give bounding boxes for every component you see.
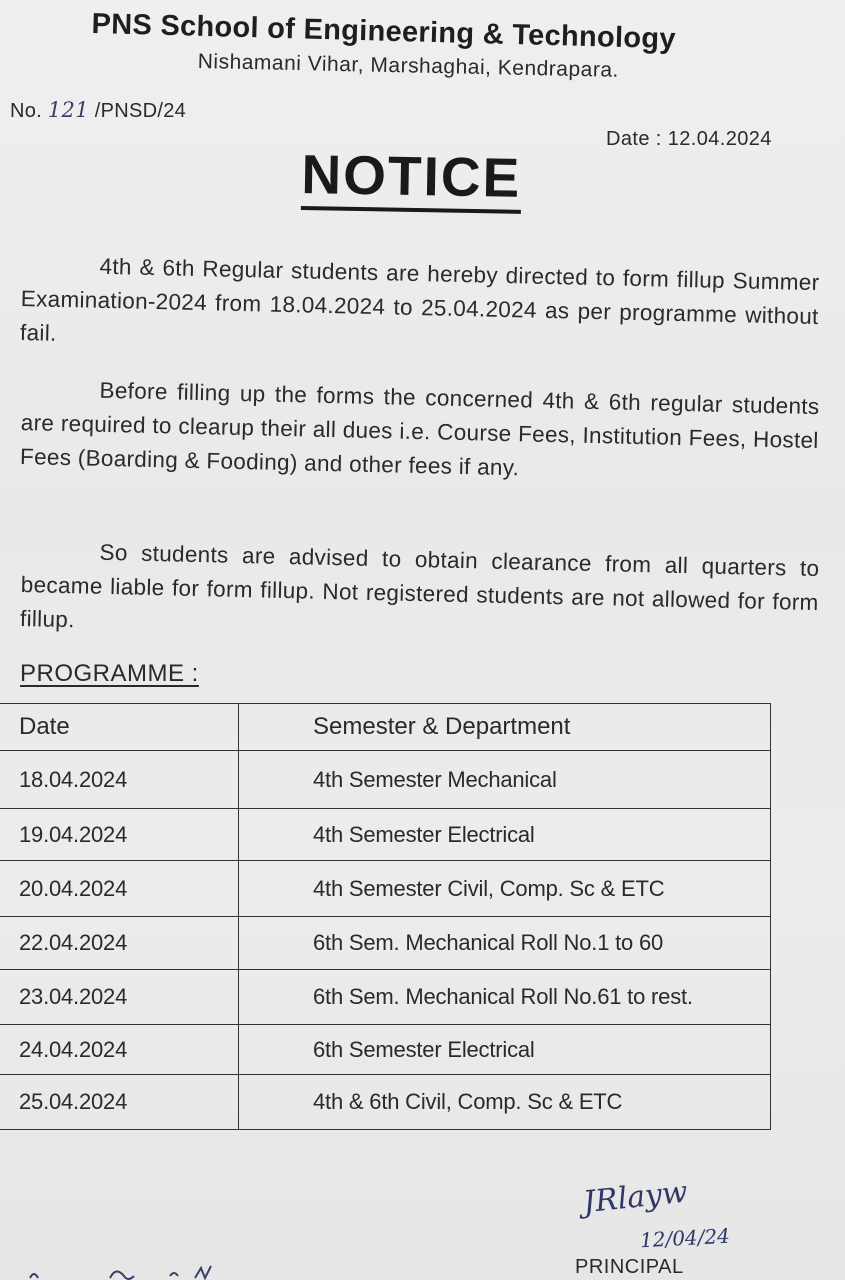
- school-name: PNS School of Engineering & Technology: [91, 8, 677, 56]
- table-row: [0, 970, 771, 1025]
- row-dept: 4th Semester Electrical: [239, 809, 771, 861]
- signature-date: 12/04/24: [639, 1223, 731, 1253]
- table-row: [0, 751, 771, 809]
- notice-paragraph-3: [20, 534, 820, 654]
- row-dept: 6th Sem. Mechanical Roll No.1 to 60: [239, 917, 771, 970]
- notice-paragraph-2: [20, 372, 820, 492]
- row-date: 22.04.2024: [0, 917, 239, 970]
- school-address: Nishamani Vihar, Marshaghai, Kendrapara.: [197, 50, 620, 82]
- row-date: 20.04.2024: [0, 861, 239, 917]
- paragraph-text: So students are advised to obtain clearance from all quarters to became liable for form fillup. Not registered students are not allowed for form fillup.: [19, 539, 820, 633]
- row-date: 23.04.2024: [0, 970, 239, 1025]
- table-header-row: [0, 704, 771, 751]
- column-header-date: Date: [0, 704, 239, 751]
- row-date: 18.04.2024: [0, 751, 239, 809]
- signatory-title: PRINCIPAL: [575, 1256, 684, 1278]
- programme-table: [0, 703, 771, 1130]
- table-row: [0, 917, 771, 970]
- notice-date: Date : 12.04.2024: [606, 128, 772, 150]
- table-row: [0, 809, 771, 861]
- ref-suffix: /PNSD/24: [94, 100, 187, 122]
- ref-number-handwritten: 121: [47, 98, 89, 122]
- principal-signature: JRlayw: [581, 1174, 690, 1221]
- row-dept: 6th Sem. Mechanical Roll No.61 to rest.: [239, 970, 771, 1025]
- row-dept: 6th Semester Electrical: [239, 1025, 771, 1075]
- notice-title: NOTICE: [301, 146, 522, 214]
- column-header-dept: Semester & Department: [239, 704, 771, 751]
- row-dept: 4th Semester Civil, Comp. Sc & ETC: [239, 861, 771, 917]
- row-date: 25.04.2024: [0, 1075, 239, 1130]
- row-dept: 4th Semester Mechanical: [239, 751, 771, 809]
- ref-prefix: No.: [10, 100, 43, 122]
- row-date: 24.04.2024: [0, 1025, 239, 1075]
- handwritten-scribble-icon: [20, 1256, 240, 1280]
- table-row: [0, 1075, 771, 1130]
- table-row: [0, 1025, 771, 1075]
- row-dept: 4th & 6th Civil, Comp. Sc & ETC: [239, 1075, 771, 1130]
- table-row: [0, 861, 771, 917]
- reference-number: [10, 98, 186, 123]
- programme-heading: PROGRAMME :: [20, 660, 199, 687]
- paragraph-text: 4th & 6th Regular students are hereby directed to form fillup Summer Examination-2024 from 18.04.2024 to 25.04.2024 as per programme without fail.: [19, 253, 820, 346]
- row-date: 19.04.2024: [0, 809, 239, 861]
- notice-paragraph-1: [20, 248, 820, 368]
- paragraph-text: Before filling up the forms the concerned 4th & 6th regular students are required to clearup their all dues i.e. Course Fees, Institution Fees, Hostel Fees (Boarding & Fooding) and other fees if any.: [19, 377, 820, 481]
